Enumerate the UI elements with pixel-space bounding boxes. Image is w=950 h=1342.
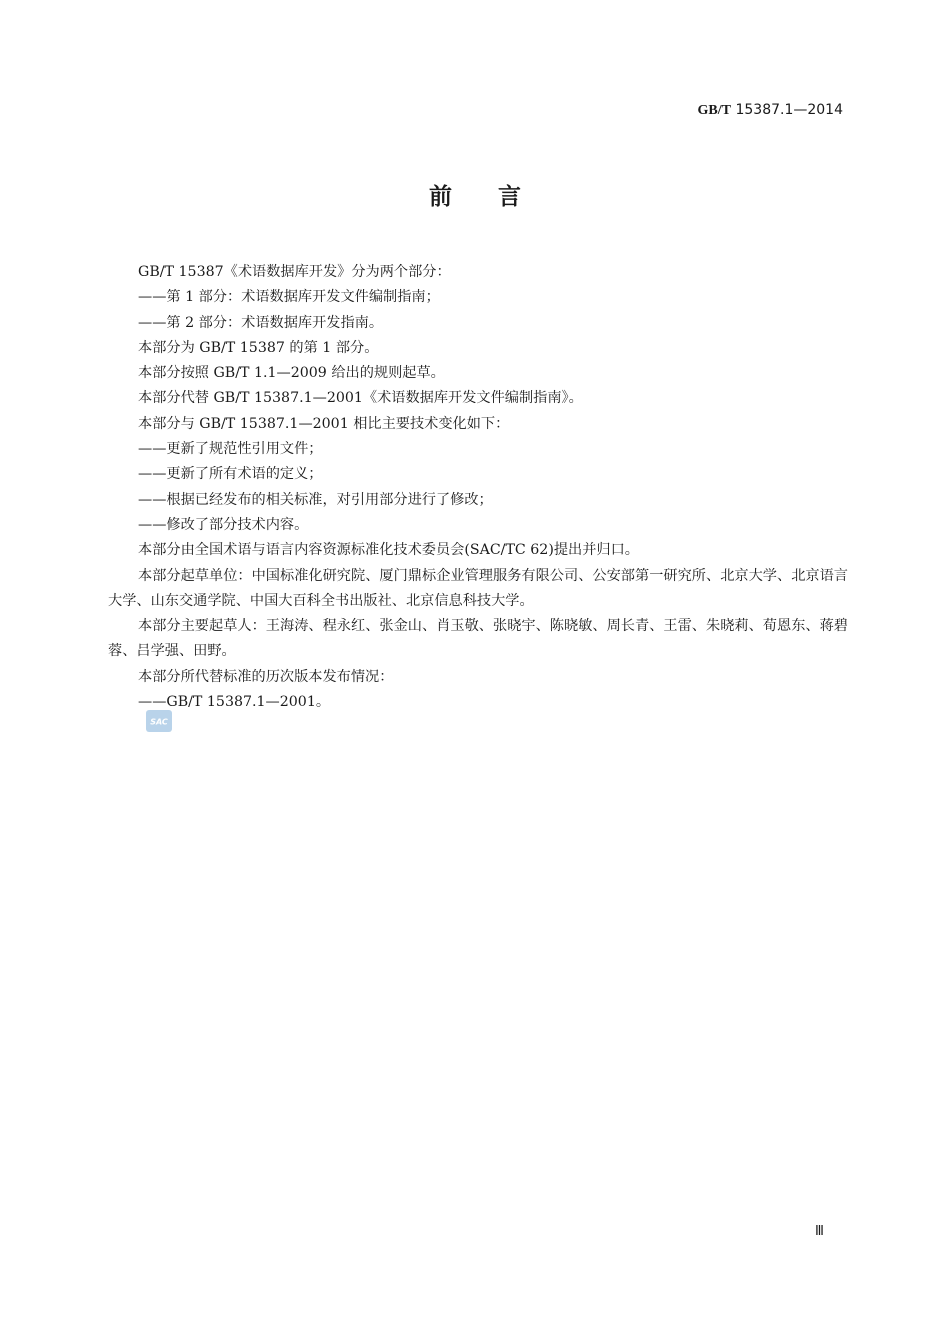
paragraph: 本部分代替 GB/T 15387.1—2001《术语数据库开发文件编制指南》。 (138, 390, 583, 407)
standard-code (698, 101, 843, 120)
paragraph: GB/T 15387《术语数据库开发》分为两个部分： (138, 264, 451, 280)
foreword-body (108, 260, 848, 715)
sac-logo-text: SAC (150, 717, 168, 727)
standard-code-number: 15387.1—2014 (735, 102, 843, 118)
list-item: ——GB/T 15387.1—2001。 (138, 694, 331, 711)
list-item: ——第 1 部分：术语数据库开发文件编制指南； (138, 289, 440, 306)
list-item: ——根据已经发布的相关标准，对引用部分进行了修改； (138, 491, 493, 508)
paragraph: 本部分与 GB/T 15387.1—2001 相比主要技术变化如下： (138, 415, 510, 432)
paragraph: 本部分所代替标准的历次版本发布情况： (138, 668, 394, 685)
standard-code-prefix: GB/T (697, 103, 732, 118)
list-item: ——第 2 部分：术语数据库开发指南。 (138, 314, 384, 331)
sac-logo (146, 710, 172, 732)
page-number: Ⅲ (815, 1224, 824, 1239)
paragraph: 本部分为 GB/T 15387 的第 1 部分。 (138, 339, 379, 356)
list-item: ——更新了规范性引用文件； (138, 441, 323, 458)
page-title: 前言 (429, 184, 567, 210)
paragraph-drafting-units: 本部分起草单位：中国标准化研究院、厦门鼎标企业管理服务有限公司、公安部第一研究所、北京大学、北京语言大学、山东交通学院、中国大百科全书出版社、北京信息科技大学。 (108, 567, 848, 609)
paragraph: 本部分按照 GB/T 1.1—2009 给出的规则起草。 (138, 365, 445, 382)
list-item: ——修改了部分技术内容。 (138, 516, 309, 533)
paragraph-drafters: 本部分主要起草人：王海涛、程永红、张金山、肖玉敬、张晓宇、陈晓敏、周长青、王雷、朱晓莉、荀恩东、蒋碧蓉、吕学强、田野。 (108, 618, 848, 660)
paragraph: 本部分由全国术语与语言内容资源标准化技术委员会(SAC/TC 62)提出并归口。 (138, 542, 639, 559)
list-item: ——更新了所有术语的定义； (138, 466, 323, 483)
